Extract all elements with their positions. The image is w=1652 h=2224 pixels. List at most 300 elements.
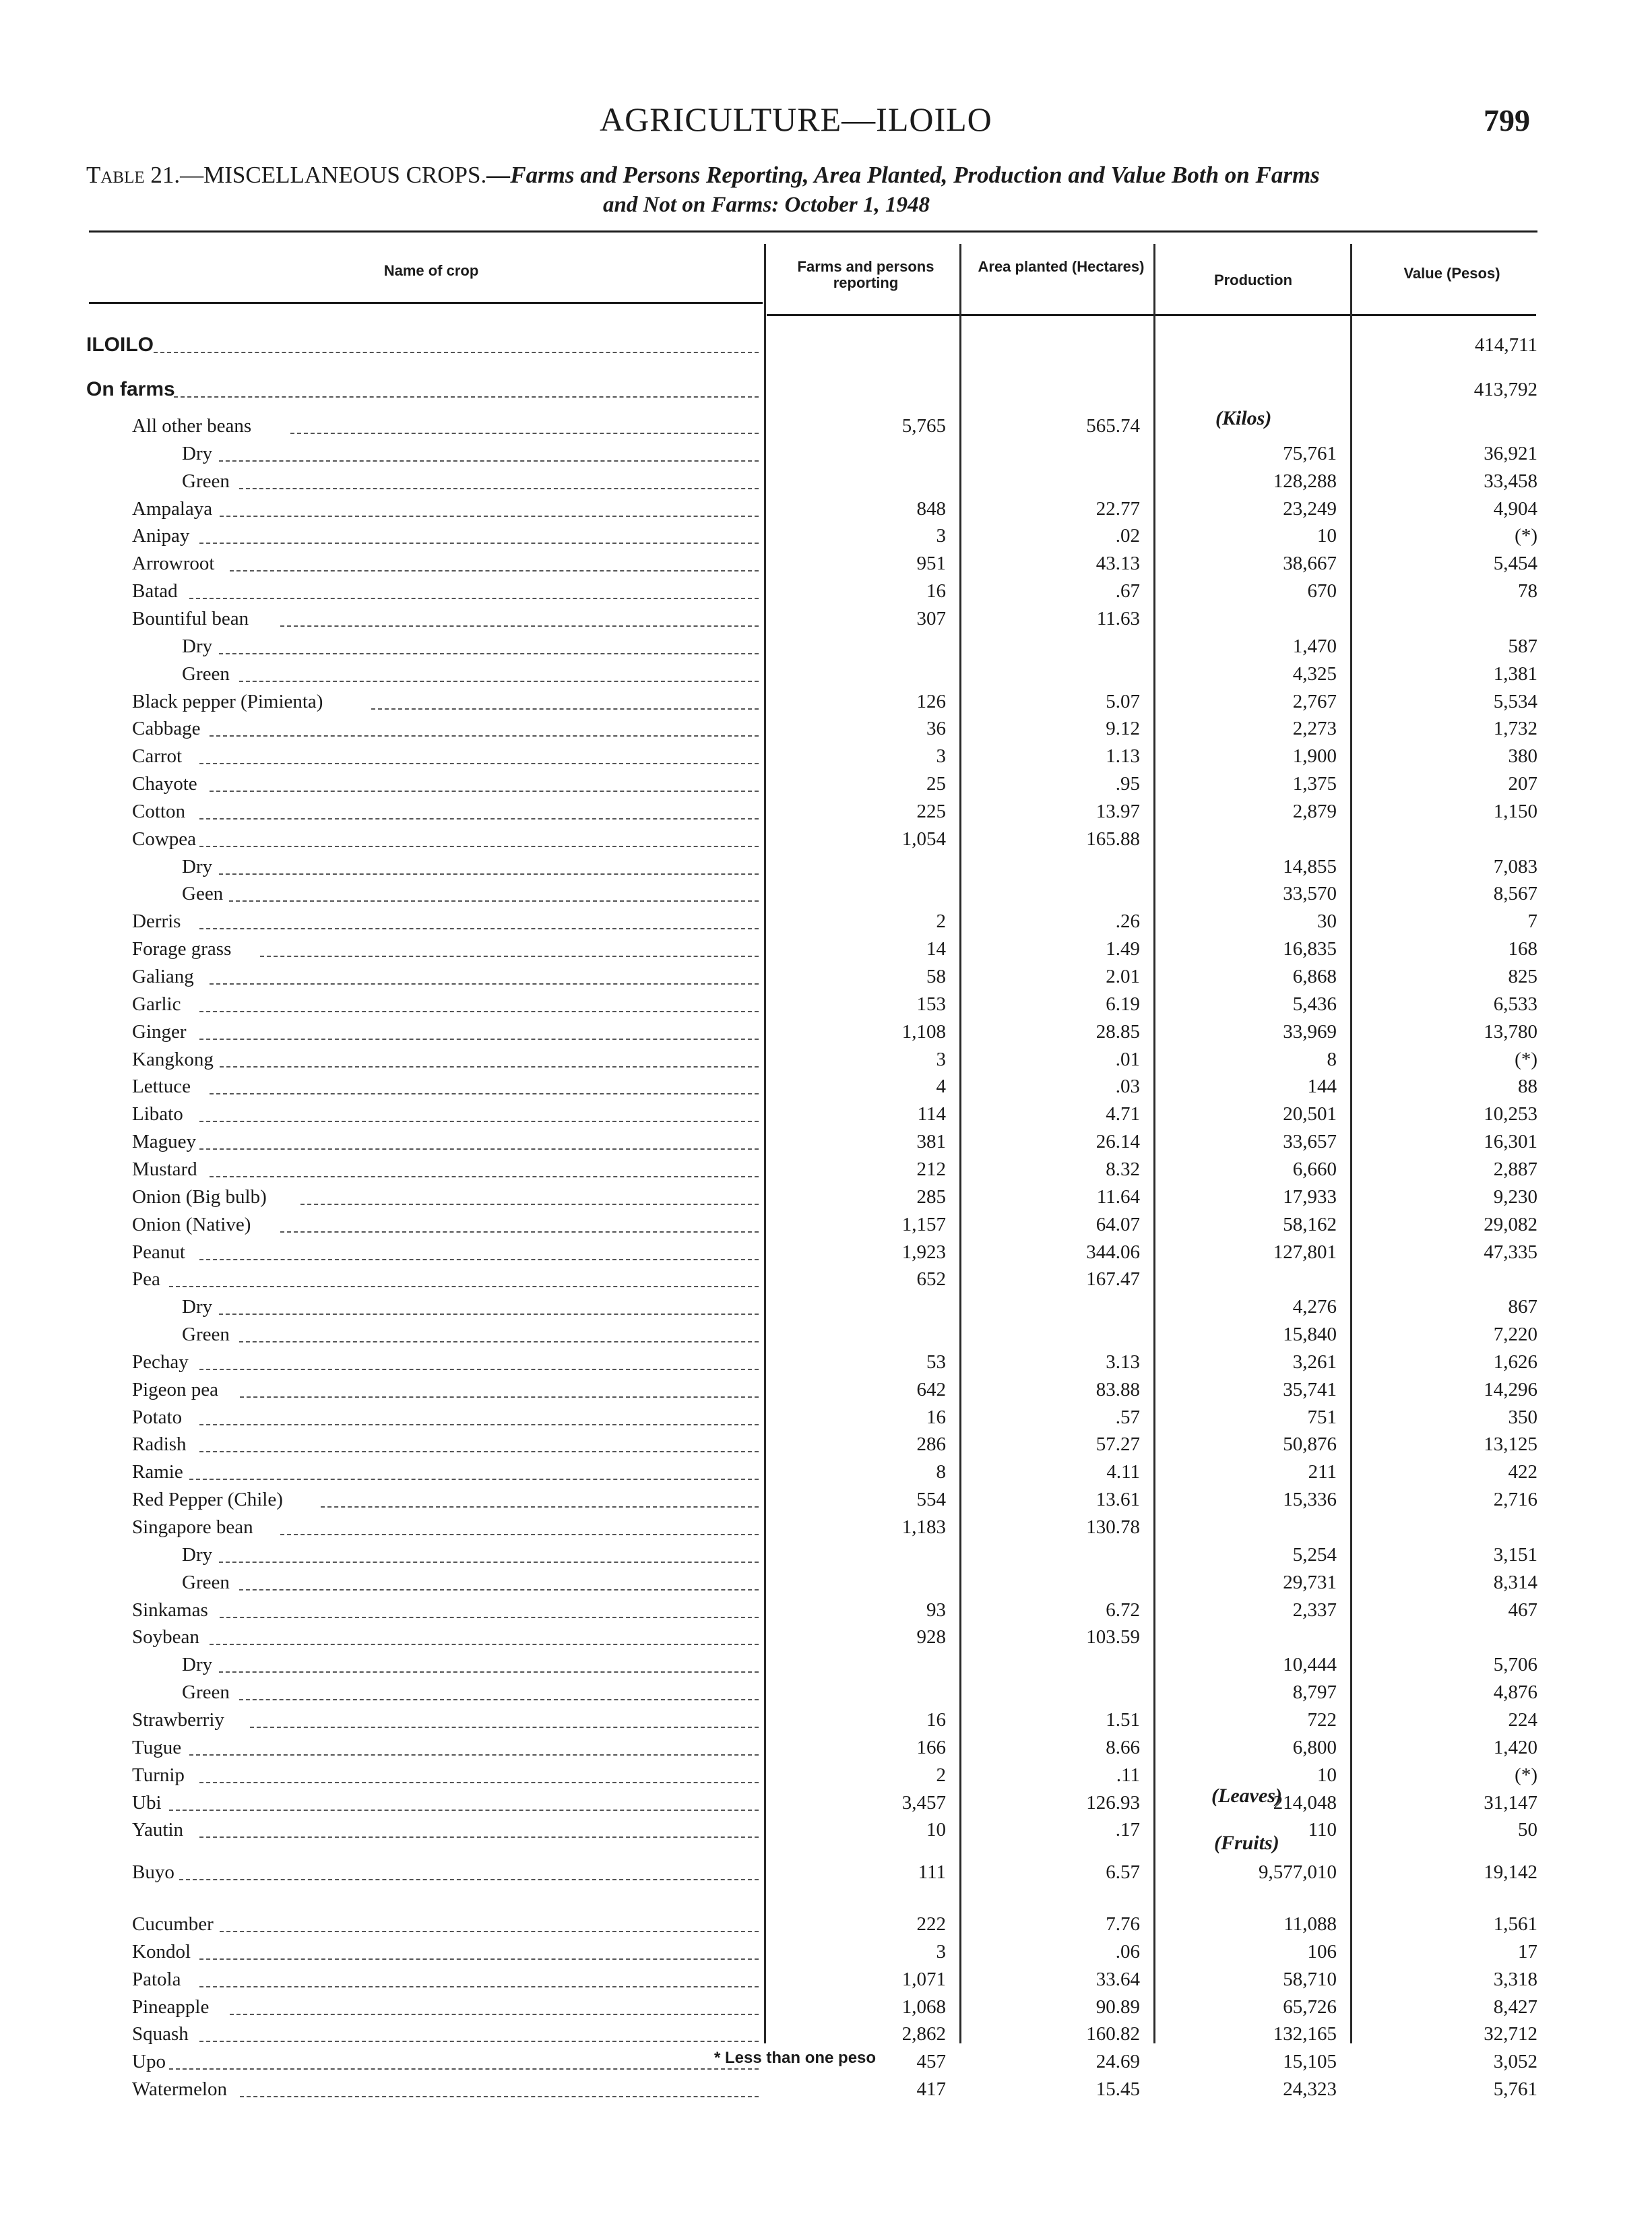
crop-name: Squash xyxy=(132,2023,189,2045)
cell-value: 9,230 xyxy=(1493,1185,1537,1208)
dot-leader xyxy=(239,1699,759,1700)
cell-value: 3,052 xyxy=(1493,2051,1537,2073)
cell-farms: 4 xyxy=(936,1076,946,1098)
dot-leader xyxy=(321,1506,759,1508)
cell-value: 422 xyxy=(1508,1461,1537,1483)
crop-name: Potato xyxy=(132,1406,183,1428)
cell-value: 5,454 xyxy=(1493,553,1537,575)
cell-value: 168 xyxy=(1508,938,1537,960)
cell-farms: 166 xyxy=(916,1736,946,1758)
cell-area: 6.57 xyxy=(1106,1861,1140,1884)
cell-area: 165.88 xyxy=(1086,828,1140,850)
dot-leader xyxy=(199,1039,759,1040)
cell-farms: 212 xyxy=(916,1158,946,1180)
cell-farms: 1,183 xyxy=(901,1516,946,1538)
cell-farms: 10 xyxy=(926,1819,946,1841)
crop-name: Cabbage xyxy=(132,718,201,740)
dot-leader xyxy=(290,433,759,434)
cell-production: 2,879 xyxy=(1292,800,1337,822)
cell-production: 106 xyxy=(1307,1940,1337,1963)
crop-name: Singapore bean xyxy=(132,1516,253,1538)
cell-farms: 114 xyxy=(917,1103,946,1125)
cell-value: (*) xyxy=(1515,1048,1537,1070)
cell-value: 414,711 xyxy=(1474,334,1537,356)
cell-farms: 1,054 xyxy=(901,828,946,850)
cell-production: 58,710 xyxy=(1283,1968,1337,1990)
table-subtitle-line1: —Farms and Persons Reporting, Area Planted, Production and Value Both on Farms xyxy=(486,162,1320,188)
cell-production: 132,165 xyxy=(1273,2023,1337,2045)
cell-production: 110 xyxy=(1308,1819,1337,1841)
cell-production: 6,868 xyxy=(1292,966,1337,987)
crop-name: Batad xyxy=(132,580,178,603)
cell-area: 26.14 xyxy=(1095,1131,1140,1153)
crop-name: Onion (Big bulb) xyxy=(132,1185,267,1208)
cell-farms: 3 xyxy=(936,1048,946,1070)
crop-name: Soybean xyxy=(132,1626,199,1648)
crop-name: Tugue xyxy=(132,1736,182,1758)
crop-name: Lettuce xyxy=(132,1076,191,1098)
cell-production: 211 xyxy=(1308,1461,1337,1483)
dot-leader xyxy=(239,681,759,682)
cell-farms: 642 xyxy=(916,1378,946,1400)
cell-production: 20,501 xyxy=(1283,1103,1337,1125)
cell-area: 28.85 xyxy=(1095,1020,1140,1043)
crop-name: Green xyxy=(182,1681,230,1704)
crop-name: Dry xyxy=(182,1543,213,1566)
dot-leader xyxy=(199,1986,759,1987)
cell-farms: 14 xyxy=(926,938,946,960)
cell-production: 8 xyxy=(1327,1048,1337,1070)
column-rule-1 xyxy=(764,244,766,2043)
cell-area: 2.01 xyxy=(1106,966,1140,987)
dot-leader xyxy=(239,1589,759,1590)
cell-production: 10 xyxy=(1317,525,1337,547)
crop-name: Chayote xyxy=(132,773,197,795)
cell-area: 8.66 xyxy=(1106,1736,1140,1758)
cell-value: 10,253 xyxy=(1484,1103,1537,1125)
cell-production: 11,088 xyxy=(1283,1913,1337,1936)
dot-leader xyxy=(280,1231,759,1233)
cell-value: 1,420 xyxy=(1493,1736,1537,1758)
dot-leader xyxy=(199,1424,759,1425)
dot-leader xyxy=(199,1958,759,1960)
cell-production: 670 xyxy=(1307,580,1337,603)
crop-name: Green xyxy=(182,662,230,685)
dot-leader xyxy=(371,708,759,710)
dot-leader xyxy=(219,1671,759,1673)
cell-area: 4.71 xyxy=(1106,1103,1140,1125)
crop-name: All other beans xyxy=(132,415,252,437)
cell-area: 565.74 xyxy=(1086,415,1140,437)
cell-value: 867 xyxy=(1508,1296,1537,1318)
cell-farms: 1,108 xyxy=(901,1020,946,1043)
cell-farms: 1,157 xyxy=(901,1213,946,1235)
running-title: AGRICULTURE—ILOILO xyxy=(600,100,992,138)
cell-production: 1,470 xyxy=(1292,635,1337,657)
cell-value: 5,761 xyxy=(1493,2078,1537,2101)
cell-area: 24.69 xyxy=(1095,2051,1140,2073)
cell-value: 4,876 xyxy=(1493,1681,1537,1704)
dot-leader xyxy=(280,1534,759,1535)
cell-production: 17,933 xyxy=(1283,1185,1337,1208)
cell-value: 29,082 xyxy=(1484,1213,1537,1235)
cell-area: .11 xyxy=(1116,1764,1140,1786)
crop-name: Green xyxy=(182,470,230,492)
cell-value: 413,792 xyxy=(1473,379,1537,400)
cell-value: 50 xyxy=(1518,1819,1537,1841)
dot-leader xyxy=(174,396,759,398)
dot-leader xyxy=(230,570,759,572)
dot-leader xyxy=(199,1782,759,1783)
crop-name: Pechay xyxy=(132,1351,189,1373)
dot-leader xyxy=(220,1617,759,1618)
cell-production: 33,570 xyxy=(1283,883,1337,905)
dot-leader xyxy=(189,1754,759,1756)
crop-name: Dry xyxy=(182,855,213,877)
dot-leader xyxy=(199,1121,759,1122)
dot-leader xyxy=(220,1931,759,1932)
cell-farms: 457 xyxy=(916,2051,946,2073)
crop-name: Ramie xyxy=(132,1461,183,1483)
dot-leader xyxy=(239,488,759,489)
cell-production: 24,323 xyxy=(1283,2078,1337,2101)
crop-name: Geen xyxy=(182,883,224,905)
cell-value: 7,220 xyxy=(1493,1324,1537,1346)
crop-name: Sinkamas xyxy=(132,1599,208,1621)
cell-value: 5,534 xyxy=(1493,690,1537,712)
cell-production: 58,162 xyxy=(1283,1213,1337,1235)
cell-farms: 3,457 xyxy=(901,1791,946,1814)
cell-value: 1,626 xyxy=(1493,1351,1537,1373)
dot-leader xyxy=(199,1011,759,1012)
cell-area: 344.06 xyxy=(1086,1241,1140,1263)
cell-area: 9.12 xyxy=(1106,718,1140,740)
cell-value: 8,314 xyxy=(1493,1571,1537,1593)
cell-production: 2,767 xyxy=(1292,690,1337,712)
cell-area: 33.64 xyxy=(1095,1968,1140,1990)
cell-farms: 58 xyxy=(926,966,946,987)
crop-name: Carrot xyxy=(132,745,183,768)
dot-leader xyxy=(199,1259,759,1260)
cell-farms: 25 xyxy=(926,773,946,795)
cell-area: 6.19 xyxy=(1106,993,1140,1015)
header-bottom-rule xyxy=(89,302,763,304)
cell-value: 17 xyxy=(1518,1940,1537,1963)
dot-leader xyxy=(220,516,759,517)
cell-area: 1.13 xyxy=(1106,745,1140,768)
dot-leader xyxy=(189,598,759,599)
cell-value: 467 xyxy=(1508,1599,1537,1621)
crop-name: Strawberriy xyxy=(132,1708,224,1731)
cell-area: 1.49 xyxy=(1106,938,1140,960)
dot-leader xyxy=(219,873,759,875)
cell-value: 1,732 xyxy=(1493,718,1537,740)
cell-value: 13,780 xyxy=(1484,1020,1537,1043)
cell-value: 36,921 xyxy=(1484,442,1537,464)
cell-production: 75,761 xyxy=(1283,442,1337,464)
crop-name: Pea xyxy=(132,1268,160,1291)
cell-value: 1,381 xyxy=(1493,662,1537,685)
cell-area: 11.64 xyxy=(1096,1185,1140,1208)
cell-value: 31,147 xyxy=(1484,1791,1537,1814)
cell-value: 16,301 xyxy=(1484,1131,1537,1153)
cell-farms: 2 xyxy=(936,1764,946,1786)
cell-production: 6,800 xyxy=(1292,1736,1337,1758)
cell-area: .57 xyxy=(1115,1406,1140,1428)
cell-value: 224 xyxy=(1508,1708,1537,1731)
cell-area: 8.32 xyxy=(1106,1158,1140,1180)
cell-area: .06 xyxy=(1115,1940,1140,1963)
dot-leader xyxy=(220,1066,759,1068)
crop-name: Cucumber xyxy=(132,1913,214,1936)
dot-leader xyxy=(199,928,759,929)
cell-value: 78 xyxy=(1518,580,1537,603)
cell-area: 13.97 xyxy=(1095,800,1140,822)
cell-farms: 2,862 xyxy=(901,2023,946,2045)
cell-value: 6,533 xyxy=(1493,993,1537,1015)
table-caption xyxy=(86,162,1320,189)
cell-production: 751 xyxy=(1307,1406,1337,1428)
unit-label-fruits: (Fruits) xyxy=(1214,1832,1279,1854)
dot-leader xyxy=(240,2096,759,2097)
cell-production: 15,105 xyxy=(1283,2051,1337,2073)
cell-area: 167.47 xyxy=(1086,1268,1140,1291)
cell-farms: 3 xyxy=(936,1940,946,1963)
cell-area: 64.07 xyxy=(1095,1213,1140,1235)
cell-production: 9,577,010 xyxy=(1259,1861,1337,1884)
cell-farms: 1,068 xyxy=(901,1996,946,2018)
cell-production: 6,660 xyxy=(1292,1158,1337,1180)
cell-area: 103.59 xyxy=(1086,1626,1140,1648)
crop-name: Kangkong xyxy=(132,1048,214,1070)
crop-name: Dry xyxy=(182,1654,213,1676)
cell-production: 65,726 xyxy=(1283,1996,1337,2018)
cell-production: 29,731 xyxy=(1283,1571,1337,1593)
crop-name: Cotton xyxy=(132,800,185,822)
cell-farms: 93 xyxy=(926,1599,946,1621)
cell-production: 33,657 xyxy=(1283,1131,1337,1153)
cell-value: 2,716 xyxy=(1493,1489,1537,1511)
cell-production: 33,969 xyxy=(1283,1020,1337,1043)
dot-leader xyxy=(229,900,759,902)
cell-production: 2,273 xyxy=(1292,718,1337,740)
crop-name: Ampalaya xyxy=(132,497,213,520)
cell-area: 57.27 xyxy=(1095,1433,1140,1456)
dot-leader xyxy=(219,1562,759,1563)
cell-farms: 153 xyxy=(916,993,946,1015)
cell-value: 47,335 xyxy=(1484,1241,1537,1263)
cell-production: 3,261 xyxy=(1292,1351,1337,1373)
dot-leader xyxy=(199,1148,759,1150)
crop-name: Garlic xyxy=(132,993,181,1015)
crop-name: Dry xyxy=(182,442,213,464)
cell-area: 22.77 xyxy=(1095,497,1140,520)
cell-production: 10,444 xyxy=(1283,1654,1337,1676)
crop-name: Buyo xyxy=(132,1861,174,1884)
cell-production: 722 xyxy=(1307,1708,1337,1731)
cell-farms: 381 xyxy=(916,1131,946,1153)
cell-value: 2,887 xyxy=(1493,1158,1537,1180)
cell-production: 14,855 xyxy=(1283,855,1337,877)
cell-area: 3.13 xyxy=(1106,1351,1140,1373)
dot-leader xyxy=(169,1286,759,1287)
cell-area: 126.93 xyxy=(1086,1791,1140,1814)
cell-farms: 652 xyxy=(916,1268,946,1291)
dot-leader xyxy=(199,818,759,820)
cell-area: 1.51 xyxy=(1106,1708,1140,1731)
crop-name: Pineapple xyxy=(132,1996,210,2018)
crop-name: Dry xyxy=(182,1296,213,1318)
cell-value: 7 xyxy=(1527,910,1537,933)
cell-value: 19,142 xyxy=(1484,1861,1537,1884)
dot-leader xyxy=(199,1369,759,1370)
dot-leader xyxy=(210,791,759,792)
cell-production: 15,336 xyxy=(1283,1489,1337,1511)
unit-label-kilos: (Kilos) xyxy=(1215,407,1272,429)
dot-leader xyxy=(210,1644,759,1645)
cell-production: 144 xyxy=(1307,1076,1337,1098)
cell-production: 4,276 xyxy=(1292,1296,1337,1318)
crop-name: Dry xyxy=(182,635,213,657)
table-top-rule xyxy=(89,230,1537,233)
crop-name: Green xyxy=(182,1324,230,1346)
cell-area: .03 xyxy=(1115,1076,1140,1098)
crop-name: Green xyxy=(182,1571,230,1593)
cell-production: 1,900 xyxy=(1292,745,1337,768)
dot-leader xyxy=(230,2014,759,2015)
cell-production: 8,797 xyxy=(1292,1681,1337,1704)
cell-farms: 3 xyxy=(936,745,946,768)
cell-farms: 417 xyxy=(916,2078,946,2101)
cell-value: 207 xyxy=(1508,773,1537,795)
dot-leader xyxy=(189,1479,759,1480)
cell-farms: 5,765 xyxy=(901,415,946,437)
crop-name: On farms xyxy=(86,378,175,400)
cell-production: 1,375 xyxy=(1292,773,1337,795)
cell-farms: 928 xyxy=(916,1626,946,1648)
crop-name: Black pepper (Pimienta) xyxy=(132,690,323,712)
cell-production: 15,840 xyxy=(1283,1324,1337,1346)
dot-leader xyxy=(210,735,759,737)
unit-label-leaves: (Leaves) xyxy=(1211,1785,1282,1807)
cell-area: 6.72 xyxy=(1106,1599,1140,1621)
crop-name: Patola xyxy=(132,1968,181,1990)
crop-name: Watermelon xyxy=(132,2078,227,2101)
dot-leader xyxy=(260,956,759,957)
cell-value: 7,083 xyxy=(1493,855,1537,877)
cell-production: 16,835 xyxy=(1283,938,1337,960)
cell-farms: 222 xyxy=(916,1913,946,1936)
cell-value: 587 xyxy=(1508,635,1537,657)
column-rule-4 xyxy=(1350,244,1352,2043)
cell-farms: 286 xyxy=(916,1433,946,1456)
dot-leader xyxy=(199,2041,759,2042)
dot-leader xyxy=(280,625,759,627)
column-rule-3 xyxy=(1153,244,1155,2043)
col-header-value: Value (Pesos) xyxy=(1403,265,1500,282)
cell-production: 4,325 xyxy=(1292,662,1337,685)
cell-value: 4,904 xyxy=(1493,497,1537,520)
crop-name: Forage grass xyxy=(132,938,232,960)
cell-farms: 2 xyxy=(936,910,946,933)
cell-production: 10 xyxy=(1317,1764,1337,1786)
crop-name: Pigeon pea xyxy=(132,1378,219,1400)
dot-leader xyxy=(169,2068,759,2070)
cell-area: 15.45 xyxy=(1095,2078,1140,2101)
col-header-area: Area planted (Hectares) xyxy=(978,258,1145,275)
cell-area: 83.88 xyxy=(1095,1378,1140,1400)
col-header-farms: Farms and persons reporting xyxy=(797,258,934,291)
dot-leader xyxy=(199,1451,759,1452)
dot-leader xyxy=(169,1810,759,1811)
cell-area: 90.89 xyxy=(1095,1996,1140,2018)
dot-leader xyxy=(210,1176,759,1177)
crop-name: Onion (Native) xyxy=(132,1213,251,1235)
cell-production: 128,288 xyxy=(1273,470,1337,492)
cell-area: 13.61 xyxy=(1095,1489,1140,1511)
cell-farms: 8 xyxy=(936,1461,946,1483)
cell-value: 5,706 xyxy=(1493,1654,1537,1676)
cell-value: 33,458 xyxy=(1484,470,1537,492)
cell-area: .26 xyxy=(1115,910,1140,933)
cell-production: 30 xyxy=(1317,910,1337,933)
cell-area: .01 xyxy=(1115,1048,1140,1070)
dot-leader xyxy=(240,1396,759,1398)
cell-area: 11.63 xyxy=(1096,607,1140,629)
cell-value: 8,567 xyxy=(1493,883,1537,905)
crop-name: Galiang xyxy=(132,966,194,987)
crop-name: Mustard xyxy=(132,1158,197,1180)
cell-farms: 1,923 xyxy=(901,1241,946,1263)
cell-production: 127,801 xyxy=(1273,1241,1337,1263)
cell-area: .17 xyxy=(1115,1819,1140,1841)
dot-leader xyxy=(199,1836,759,1838)
dot-leader xyxy=(199,763,759,764)
crop-name: Anipay xyxy=(132,525,190,547)
cell-area: 5.07 xyxy=(1106,690,1140,712)
cell-production: 5,436 xyxy=(1292,993,1337,1015)
cell-production: 50,876 xyxy=(1283,1433,1337,1456)
crop-name: Ginger xyxy=(132,1020,187,1043)
cell-farms: 16 xyxy=(926,1708,946,1731)
cell-value: 1,150 xyxy=(1493,800,1537,822)
crop-name: Arrowroot xyxy=(132,553,215,575)
cell-production: 214,048 xyxy=(1273,1791,1337,1814)
cell-area: 7.76 xyxy=(1106,1913,1140,1936)
header-bottom-rule-2 xyxy=(767,314,1536,316)
cell-farms: 307 xyxy=(916,607,946,629)
cell-value: 3,151 xyxy=(1493,1543,1537,1566)
cell-area: .95 xyxy=(1115,773,1140,795)
dot-leader xyxy=(179,1879,759,1880)
cell-farms: 225 xyxy=(916,800,946,822)
col-header-name: Name of crop xyxy=(383,262,479,279)
cell-value: 3,318 xyxy=(1493,1968,1537,1990)
cell-area: 130.78 xyxy=(1086,1516,1140,1538)
column-rule-2 xyxy=(959,244,961,2043)
dot-leader xyxy=(219,653,759,654)
cell-production: 38,667 xyxy=(1283,553,1337,575)
cell-value: 350 xyxy=(1508,1406,1537,1428)
crop-name: Maguey xyxy=(132,1131,197,1153)
crop-name: Turnip xyxy=(132,1764,185,1786)
cell-area: 4.11 xyxy=(1106,1461,1140,1483)
dot-leader xyxy=(219,1314,759,1315)
dot-leader xyxy=(239,1341,759,1342)
crop-name: Derris xyxy=(132,910,181,933)
dot-leader xyxy=(154,352,759,353)
cell-farms: 848 xyxy=(916,497,946,520)
